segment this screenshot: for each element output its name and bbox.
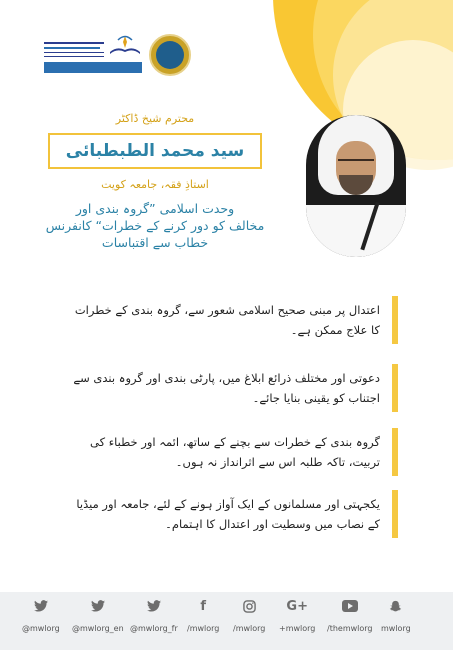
quote-line: دعوتی اور مختلف ذرائع ابلاغ میں، پارٹی بندی اور گروہ بندی سے <box>73 371 380 385</box>
youtube-icon <box>342 598 358 614</box>
facebook-icon: f <box>200 598 207 614</box>
speaker-name-box <box>48 133 262 169</box>
logo-banner <box>44 62 142 73</box>
social-link-instagram[interactable] <box>233 598 265 633</box>
glasses <box>338 159 374 167</box>
social-link-facebook[interactable] <box>187 598 219 633</box>
snapchat-icon <box>388 598 404 614</box>
quote-line: اجتناب کو یقینی بنایا جائے۔ <box>252 391 380 405</box>
social-label: @mwlorg_fr <box>130 624 178 633</box>
social-link-youtube[interactable] <box>327 598 373 633</box>
conference-title-line: مخالف کو دور کرنے کے خطرات“ کانفرنس <box>45 218 265 233</box>
social-link-google-plus[interactable] <box>279 598 315 633</box>
speaker-honorific: محترم شیخ ڈاکٹر <box>115 112 195 125</box>
twitter-icon <box>90 598 106 614</box>
twitter-icon <box>146 598 162 614</box>
speaker-name: سید محمد الطبطبائی <box>65 141 245 161</box>
social-label: @mwlorg <box>22 624 60 633</box>
quote-line: اعتدال پر مبنی صحیح اسلامی شعور سے، گروہ بندی کے خطرات <box>74 303 380 317</box>
conference-title <box>40 200 270 251</box>
quote-text <box>30 490 398 538</box>
logo-text-line <box>44 56 104 57</box>
social-label: mwlorg <box>381 624 411 633</box>
google-plus-icon: G+ <box>286 598 308 614</box>
social-link-twitter-en[interactable] <box>72 598 124 633</box>
quote-line: کے نصاب میں وسطیت اور اعتدال کا اہتمام۔ <box>165 517 380 531</box>
quote-item <box>30 490 398 538</box>
logo-text-line <box>44 52 104 53</box>
conference-logo <box>44 34 142 74</box>
instagram-icon <box>241 598 257 614</box>
quote-item <box>30 364 398 412</box>
globe-icon <box>156 41 184 69</box>
social-footer <box>0 592 453 650</box>
quote-item <box>30 428 398 476</box>
social-label: /mwlorg <box>187 624 220 633</box>
social-label: /mwlorg <box>233 624 266 633</box>
speaker-portrait <box>306 115 406 257</box>
quote-text <box>30 364 398 412</box>
conference-title-line: وحدت اسلامی ”گروہ بندی اور <box>75 201 235 216</box>
robe <box>306 205 406 257</box>
quote-line: کا علاج ممکن ہے۔ <box>290 323 380 337</box>
logo-text-line <box>44 42 104 44</box>
book-icon <box>108 34 142 56</box>
mwl-emblem-logo <box>149 34 191 76</box>
logo-text-line <box>44 47 100 49</box>
quote-accent-bar <box>392 296 398 344</box>
quote-accent-bar <box>392 428 398 476</box>
quote-accent-bar <box>392 364 398 412</box>
quote-line: تربیت، تاکہ طلبہ اس سے اثرانداز نہ ہوں۔ <box>175 455 380 469</box>
social-link-twitter-fr[interactable] <box>130 598 178 633</box>
social-link-twitter[interactable] <box>22 598 60 633</box>
quote-line: گروہ بندی کے خطرات سے بچنے کے ساتھ، ائمہ اور خطباء کی <box>90 435 380 449</box>
speaker-position: استاذِ فقہ، جامعہ کویت <box>101 178 209 191</box>
quote-item <box>30 296 398 344</box>
quote-text <box>30 296 398 344</box>
quote-accent-bar <box>392 490 398 538</box>
conference-title-line: خطاب سے اقتباسات <box>101 235 209 250</box>
quote-line: یکجہتی اور مسلمانوں کے ایک آواز ہونے کے لئے، جامعہ اور میڈیا <box>76 497 380 511</box>
social-label: @mwlorg_en <box>72 624 124 633</box>
social-link-snapchat[interactable] <box>381 598 411 633</box>
twitter-icon <box>33 598 49 614</box>
social-label: /themwlorg <box>327 624 373 633</box>
quote-text <box>30 428 398 476</box>
social-label: +mwlorg <box>279 624 316 633</box>
